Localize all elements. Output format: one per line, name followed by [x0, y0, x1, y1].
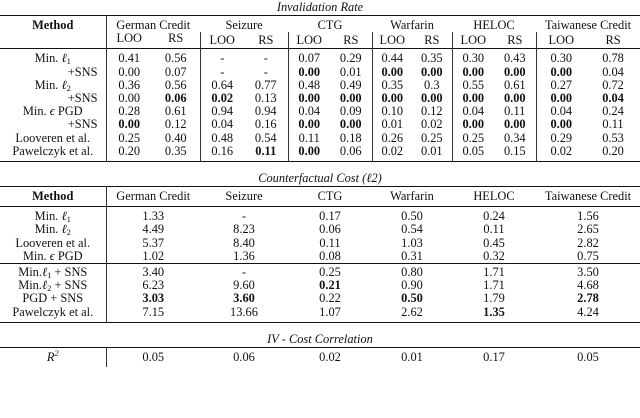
table-cell: 1.56 — [577, 209, 599, 224]
iv-cost-correlation-section — [0, 332, 640, 367]
method-label: +SNS — [0, 92, 106, 105]
table-cell: 6.23 — [142, 278, 165, 293]
table-cell: 8.23 — [233, 222, 255, 237]
table-cell: 0.20 — [602, 143, 624, 158]
table-cell: 0.17 — [319, 209, 341, 224]
table-cell: 4.68 — [577, 278, 599, 293]
table-cell: 0.00 — [550, 64, 573, 79]
loo-header: LOO — [296, 32, 322, 47]
header-row-datasets — [0, 16, 640, 33]
table-cell: 0.25 — [118, 130, 141, 145]
method-label: +SNS — [0, 66, 106, 79]
header-row-metrics — [0, 32, 640, 49]
dataset-header: CTG — [317, 189, 343, 204]
iv-cost-correlation-table — [0, 347, 640, 367]
table-cell: 0.11 — [602, 117, 624, 132]
table-cell: 0.00 — [494, 66, 536, 79]
dataset-header: German Credit — [116, 189, 191, 204]
table-cell: 0.50 — [401, 291, 423, 306]
table-cell: 0.53 — [602, 130, 624, 145]
table-cell: 0.24 — [483, 209, 505, 224]
table-cell: 2.65 — [577, 222, 599, 237]
table-cell: 0.02 — [550, 143, 573, 158]
method-label: Min.ℓ$_2$ + SNS — [0, 279, 106, 292]
table-cell: 0.64 — [211, 77, 234, 92]
table-cell: 5.37 — [142, 235, 165, 250]
dataset-header: CTG — [317, 18, 343, 32]
table-cell: 0.06 — [330, 145, 372, 162]
table-cell: 0.22 — [319, 291, 341, 306]
table-cell: 0.77 — [244, 79, 288, 92]
loo-header: LOO — [379, 32, 406, 47]
dataset-header: Taiwanese Credit — [544, 18, 632, 32]
method-label: Min. ℓ$_2$ — [0, 79, 106, 92]
table-cell: 0.41 — [118, 51, 141, 66]
table-row — [0, 250, 640, 264]
dataset-header: Seizure — [225, 189, 263, 204]
table-cell: 0.00 — [381, 91, 404, 106]
table-cell: 0.35 — [152, 145, 200, 162]
table-cell: 0.00 — [330, 92, 372, 105]
method-label: Min. ϵ PGD — [0, 250, 106, 264]
table-cell: 0.00 — [494, 118, 536, 131]
method-label: Min. ℓ$_2$ — [0, 223, 106, 236]
table-cell: 0.56 — [152, 79, 200, 92]
table-cell: 0.61 — [494, 79, 536, 92]
table-cell: 0.94 — [211, 104, 234, 119]
r-squared-row — [0, 347, 640, 367]
table-cell: 0.20 — [118, 143, 141, 158]
table-cell: 0.00 — [118, 64, 141, 79]
table-cell: 0.26 — [381, 130, 404, 145]
table-cell: 1.03 — [401, 235, 423, 250]
table-cell: 0.00 — [298, 91, 321, 106]
table-row — [0, 306, 640, 323]
table-row — [0, 66, 640, 79]
table-cell: 0.16 — [244, 118, 288, 131]
table-cell: 0.11 — [298, 130, 320, 145]
table-cell: 0.05 — [462, 143, 485, 158]
table-cell: 2.82 — [577, 235, 599, 250]
table-cell: 0.28 — [118, 104, 141, 119]
table-cell: 0.07 — [152, 66, 200, 79]
table-cell: 0.06 — [319, 222, 341, 237]
table-cell: 0.3 — [412, 79, 452, 92]
table-cell: 0.10 — [381, 104, 404, 119]
table-cell: 0.02 — [211, 91, 234, 106]
table-cell: 0.00 — [550, 91, 573, 106]
table-cell: 0.02 — [381, 143, 404, 158]
table-cell: 0.24 — [602, 104, 624, 119]
method-label: Pawelczyk et al. — [0, 145, 106, 162]
counterfactual-cost-table — [0, 186, 640, 323]
method-label: +SNS — [0, 118, 106, 131]
table-cell: 0.00 — [298, 64, 321, 79]
table-cell: 0.05 — [577, 349, 599, 364]
method-label: Looveren et al. — [0, 237, 106, 250]
table-cell: 2.78 — [577, 291, 599, 306]
table-cell: 0.09 — [330, 105, 372, 118]
table-cell: 0.61 — [152, 105, 200, 118]
table-cell: 0.25 — [462, 130, 485, 145]
table-cell: 3.03 — [142, 291, 165, 306]
rs-header: RS — [244, 32, 288, 49]
table-cell: 0.43 — [494, 49, 536, 66]
table-cell: 0.25 — [412, 132, 452, 145]
table-cell: 0.04 — [602, 64, 624, 79]
table-cell: 3.40 — [142, 265, 165, 280]
method-label: Looveren et al. — [0, 132, 106, 145]
table-cell: 1.35 — [483, 304, 505, 319]
table-cell: 0.01 — [381, 117, 404, 132]
table-row — [0, 237, 640, 250]
table-cell: 0.17 — [483, 349, 505, 364]
table-cell: - — [241, 209, 247, 224]
table-cell: 0.30 — [550, 51, 573, 66]
table-cell: 0.04 — [550, 104, 573, 119]
dataset-header: Warfarin — [390, 18, 434, 32]
iv-cost-correlation-caption: IV - Cost Correlation — [267, 331, 373, 346]
table-cell: 0.00 — [118, 117, 141, 132]
dataset-header: Warfarin — [390, 189, 434, 204]
dataset-header: German Credit — [116, 18, 191, 32]
table-cell: 1.79 — [483, 291, 505, 306]
table-cell: 0.12 — [152, 118, 200, 131]
table-cell: 0.31 — [401, 248, 423, 263]
table-cell: 0.13 — [244, 92, 288, 105]
table-cell: 0.01 — [401, 349, 423, 364]
table-cell: 0.11 — [319, 235, 341, 250]
table-cell: 1.71 — [483, 278, 505, 293]
table-cell: 0.29 — [550, 130, 573, 145]
dataset-header: HELOC — [473, 189, 515, 204]
table-cell: 0.34 — [494, 132, 536, 145]
table-cell: - — [244, 49, 288, 66]
table-cell: 0.32 — [483, 248, 505, 263]
table-cell: 1.33 — [142, 209, 165, 224]
table-cell: 1.71 — [483, 265, 505, 280]
table-cell: 0.00 — [381, 64, 404, 79]
method-label: Min. ℓ$_1$ — [0, 207, 106, 224]
table-row — [0, 292, 640, 305]
table-cell: 0.00 — [298, 117, 321, 132]
table-cell: 0.00 — [412, 92, 452, 105]
table-cell: 0.15 — [494, 145, 536, 162]
table-cell: 0.72 — [602, 77, 624, 92]
table-cell: 0.11 — [483, 222, 505, 237]
table-cell: 1.07 — [319, 304, 341, 319]
table-cell: 0.00 — [412, 66, 452, 79]
rs-header: RS — [330, 32, 372, 49]
table-cell: 4.49 — [142, 222, 165, 237]
empty-header — [0, 32, 106, 49]
table-cell: 0.04 — [602, 91, 624, 106]
method-label: Min.ℓ$_1$ + SNS — [0, 264, 106, 280]
table-cell: 7.15 — [142, 304, 165, 319]
table-row — [0, 145, 640, 162]
table-cell: 0.04 — [211, 117, 234, 132]
table-cell: 0.48 — [298, 77, 321, 92]
table-cell: 0.00 — [330, 118, 372, 131]
counterfactual-cost-caption: Counterfactual Cost (ℓ2) — [258, 171, 382, 186]
table-cell: 0.54 — [401, 222, 423, 237]
table-cell: 0.07 — [298, 51, 321, 66]
table-cell: 1.36 — [233, 248, 255, 263]
table-cell: 0.00 — [462, 117, 485, 132]
table-cell: 1.02 — [142, 248, 165, 263]
table-cell: 0.11 — [244, 145, 288, 162]
table-cell: - — [220, 64, 225, 79]
method-label: PGD + SNS — [0, 292, 106, 305]
table-cell: 0.06 — [233, 349, 255, 364]
table-cell: - — [220, 51, 225, 66]
table-cell: 0.00 — [550, 117, 573, 132]
table-cell: 8.40 — [233, 235, 255, 250]
rs-header: RS — [494, 32, 536, 49]
table-cell: 0.04 — [462, 104, 485, 119]
table-cell: 0.44 — [381, 51, 404, 66]
loo-header: LOO — [548, 32, 575, 47]
table-cell: 0.16 — [211, 143, 234, 158]
table-cell: 0.00 — [462, 64, 485, 79]
table-cell: 0.75 — [577, 248, 599, 263]
table-cell: 0.29 — [330, 49, 372, 66]
table-cell: 0.45 — [483, 235, 505, 250]
table-row — [0, 223, 640, 236]
table-cell: 0.02 — [319, 349, 341, 364]
rs-header: RS — [412, 32, 452, 49]
table-cell: 0.55 — [462, 77, 485, 92]
method-header: Method — [0, 187, 106, 207]
table-cell: 0.00 — [462, 91, 485, 106]
table-row — [0, 264, 640, 280]
invalidation-rate-caption: Invalidation Rate — [276, 0, 364, 14]
table-cell: 0.11 — [494, 105, 536, 118]
table-cell: 0.35 — [381, 77, 404, 92]
table-cell: 0.01 — [412, 145, 452, 162]
table-cell: 0.78 — [602, 51, 624, 66]
table-cell: - — [241, 265, 247, 280]
r-squared-label: $R^2$ — [0, 347, 106, 367]
table-row — [0, 132, 640, 145]
table-cell: 0.94 — [244, 105, 288, 118]
table-cell: 0.27 — [550, 77, 573, 92]
table-cell: 0.00 — [494, 92, 536, 105]
method-label: Pawelczyk et al. — [0, 306, 106, 323]
invalidation-rate-table — [0, 15, 640, 162]
table-cell: 0.12 — [412, 105, 452, 118]
loo-header: LOO — [209, 32, 235, 47]
table-cell: 0.08 — [319, 248, 341, 263]
rs-header: RS — [152, 32, 200, 49]
table-cell: 0.35 — [412, 49, 452, 66]
table-cell: 0.00 — [118, 91, 141, 106]
table-cell: 0.49 — [330, 79, 372, 92]
table-cell: 9.60 — [233, 278, 255, 293]
method-header: Method — [0, 16, 106, 33]
table-cell: 2.62 — [401, 304, 423, 319]
loo-header: LOO — [460, 32, 487, 47]
rs-header: RS — [605, 32, 621, 47]
table-cell: 0.05 — [142, 349, 165, 364]
table-cell: 0.50 — [401, 209, 423, 224]
table-cell: 0.80 — [401, 265, 423, 280]
table-cell: 0.02 — [412, 118, 452, 131]
table-cell: 13.66 — [230, 304, 258, 319]
table-cell: 0.48 — [211, 130, 234, 145]
table-cell: 3.60 — [233, 291, 255, 306]
counterfactual-cost-section — [0, 171, 640, 323]
table-cell: 0.56 — [152, 49, 200, 66]
table-cell: 0.40 — [152, 132, 200, 145]
table-cell: 0.00 — [298, 143, 321, 158]
dataset-header: HELOC — [473, 18, 515, 32]
table-cell: 0.18 — [330, 132, 372, 145]
dataset-header: Seizure — [225, 18, 263, 32]
table-cell: 0.21 — [319, 278, 341, 293]
method-label: Min. ℓ$_1$ — [0, 49, 106, 66]
table-cell: 0.04 — [298, 104, 321, 119]
table-row — [0, 49, 640, 66]
method-label: Min. ϵ PGD — [0, 105, 106, 118]
table-row — [0, 92, 640, 105]
table-cell: 0.30 — [462, 51, 485, 66]
table-row — [0, 207, 640, 224]
table-cell: 0.36 — [118, 77, 141, 92]
table-cell: 0.54 — [244, 132, 288, 145]
table-cell: 4.24 — [577, 304, 599, 319]
table-cell: 0.01 — [330, 66, 372, 79]
table-cell: - — [244, 66, 288, 79]
loo-header: LOO — [116, 31, 142, 46]
table-cell: 3.50 — [577, 265, 599, 280]
table-cell: 0.25 — [319, 265, 341, 280]
invalidation-rate-section — [0, 0, 640, 162]
table-cell: 0.06 — [152, 92, 200, 105]
table-row — [0, 118, 640, 131]
dataset-header: Taiwanese Credit — [544, 189, 632, 204]
table-cell: 0.90 — [401, 278, 423, 293]
header-row — [0, 187, 640, 207]
